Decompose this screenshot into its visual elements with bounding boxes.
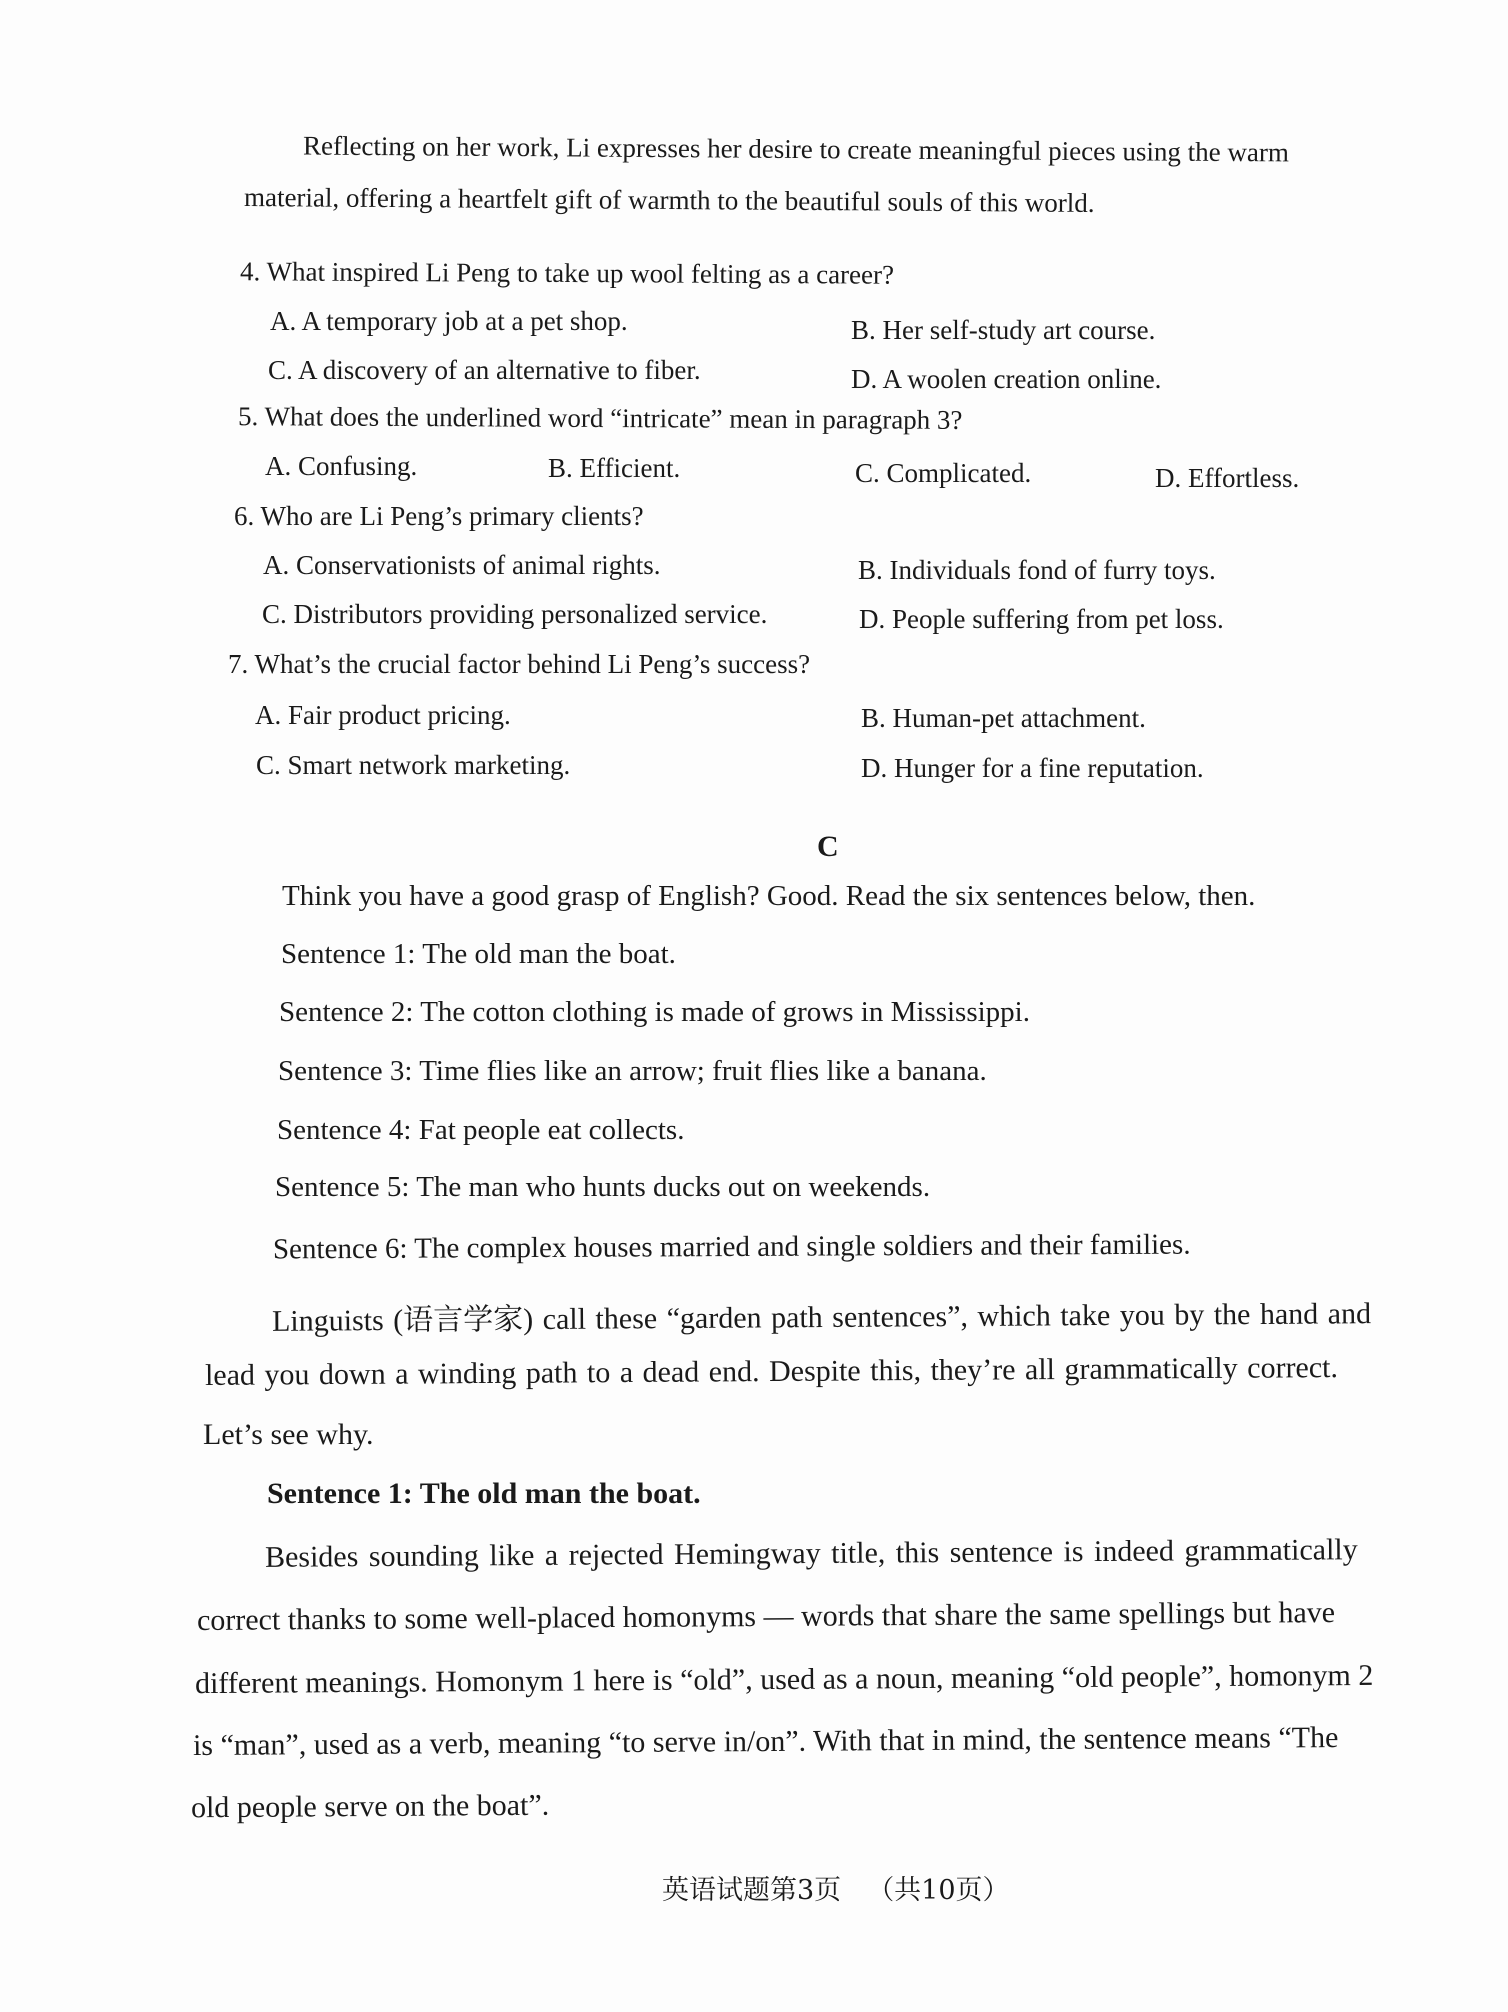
question-5-option-b: B. Efficient.	[548, 453, 681, 483]
question-7-option-d: D. Hunger for a fine reputation.	[861, 753, 1204, 783]
sentence-1: Sentence 1: The old man the boat.	[281, 938, 676, 970]
question-7-option-c: C. Smart network marketing.	[256, 750, 571, 780]
question-6-option-b: B. Individuals fond of furry toys.	[858, 555, 1216, 585]
sentence-5: Sentence 5: The man who hunts ducks out on weekends.	[275, 1171, 931, 1203]
question-5-option-c: C. Complicated.	[855, 458, 1032, 488]
question-5-option-a: A. Confusing.	[265, 451, 418, 481]
question-6-stem: 6. Who are Li Peng’s primary clients?	[234, 501, 644, 531]
question-6-option-d: D. People suffering from pet loss.	[859, 604, 1224, 634]
question-7-option-a: A. Fair product pricing.	[255, 700, 511, 730]
explanation-line-5: old people serve on the boat”.	[190, 1788, 550, 1825]
page-number-label: 英语试题第3页	[662, 1875, 842, 1906]
linguists-line-3: Let’s see why.	[203, 1418, 374, 1451]
question-7-option-b: B. Human-pet attachment.	[861, 703, 1146, 733]
question-4-option-d: D. A woolen creation online.	[851, 364, 1162, 394]
explanation-line-1: Besides sounding like a rejected Hemingway title, this sentence is indeed grammatically	[264, 1533, 1358, 1574]
question-5-stem: 5. What does the underlined word “intricate” mean in paragraph 3?	[237, 401, 963, 435]
linguists-line-1: Linguists (语言学家) call these “garden path sentences”, which take you by the hand and	[271, 1297, 1372, 1338]
sentence-1-subheading: Sentence 1: The old man the boat.	[267, 1477, 701, 1510]
sentence-6: Sentence 6: The complex houses married and single soldiers and their families.	[272, 1228, 1191, 1266]
question-7-stem: 7. What’s the crucial factor behind Li Peng’s success?	[228, 649, 811, 679]
explanation-line-2: correct thanks to some well-placed homonyms — words that share the same spellings but have	[196, 1596, 1336, 1637]
intro-line-1: Reflecting on her work, Li expresses her desire to create meaningful pieces using the warm	[302, 130, 1290, 168]
question-6-option-c: C. Distributors providing personalized service.	[262, 599, 768, 629]
question-4-stem: 4. What inspired Li Peng to take up wool felting as a career?	[239, 256, 895, 290]
total-pages-label: （共10页）	[867, 1875, 1010, 1906]
intro-line-2: material, offering a heartfelt gift of warmth to the beautiful souls of this world.	[243, 182, 1095, 218]
question-4-option-b: B. Her self-study art course.	[851, 315, 1156, 345]
sentence-4: Sentence 4: Fat people eat collects.	[277, 1114, 685, 1146]
linguists-line-2: lead you down a winding path to a dead end. Despite this, they’re all grammatically correct.	[204, 1351, 1339, 1392]
explanation-line-3: different meanings. Homonym 1 here is “old”, used as a noun, meaning “old people”, homonym 2	[194, 1658, 1374, 1701]
sentence-2: Sentence 2: The cotton clothing is made of grows in Mississippi.	[279, 996, 1030, 1028]
explanation-line-4: is “man”, used as a verb, meaning “to serve in/on”. With that in mind, the sentence means “The	[192, 1721, 1339, 1762]
question-6-option-a: A. Conservationists of animal rights.	[263, 550, 661, 580]
question-4-option-a: A. A temporary job at a pet shop.	[270, 306, 628, 336]
section-c-heading: C	[817, 830, 839, 863]
page-footer	[662, 1868, 1010, 1907]
sentence-3: Sentence 3: Time flies like an arrow; fruit flies like a banana.	[278, 1055, 987, 1087]
section-c-intro: Think you have a good grasp of English? Good. Read the six sentences below, then.	[282, 880, 1256, 912]
question-4-option-c: C. A discovery of an alternative to fiber.	[268, 355, 701, 385]
question-5-option-d: D. Effortless.	[1155, 463, 1300, 493]
